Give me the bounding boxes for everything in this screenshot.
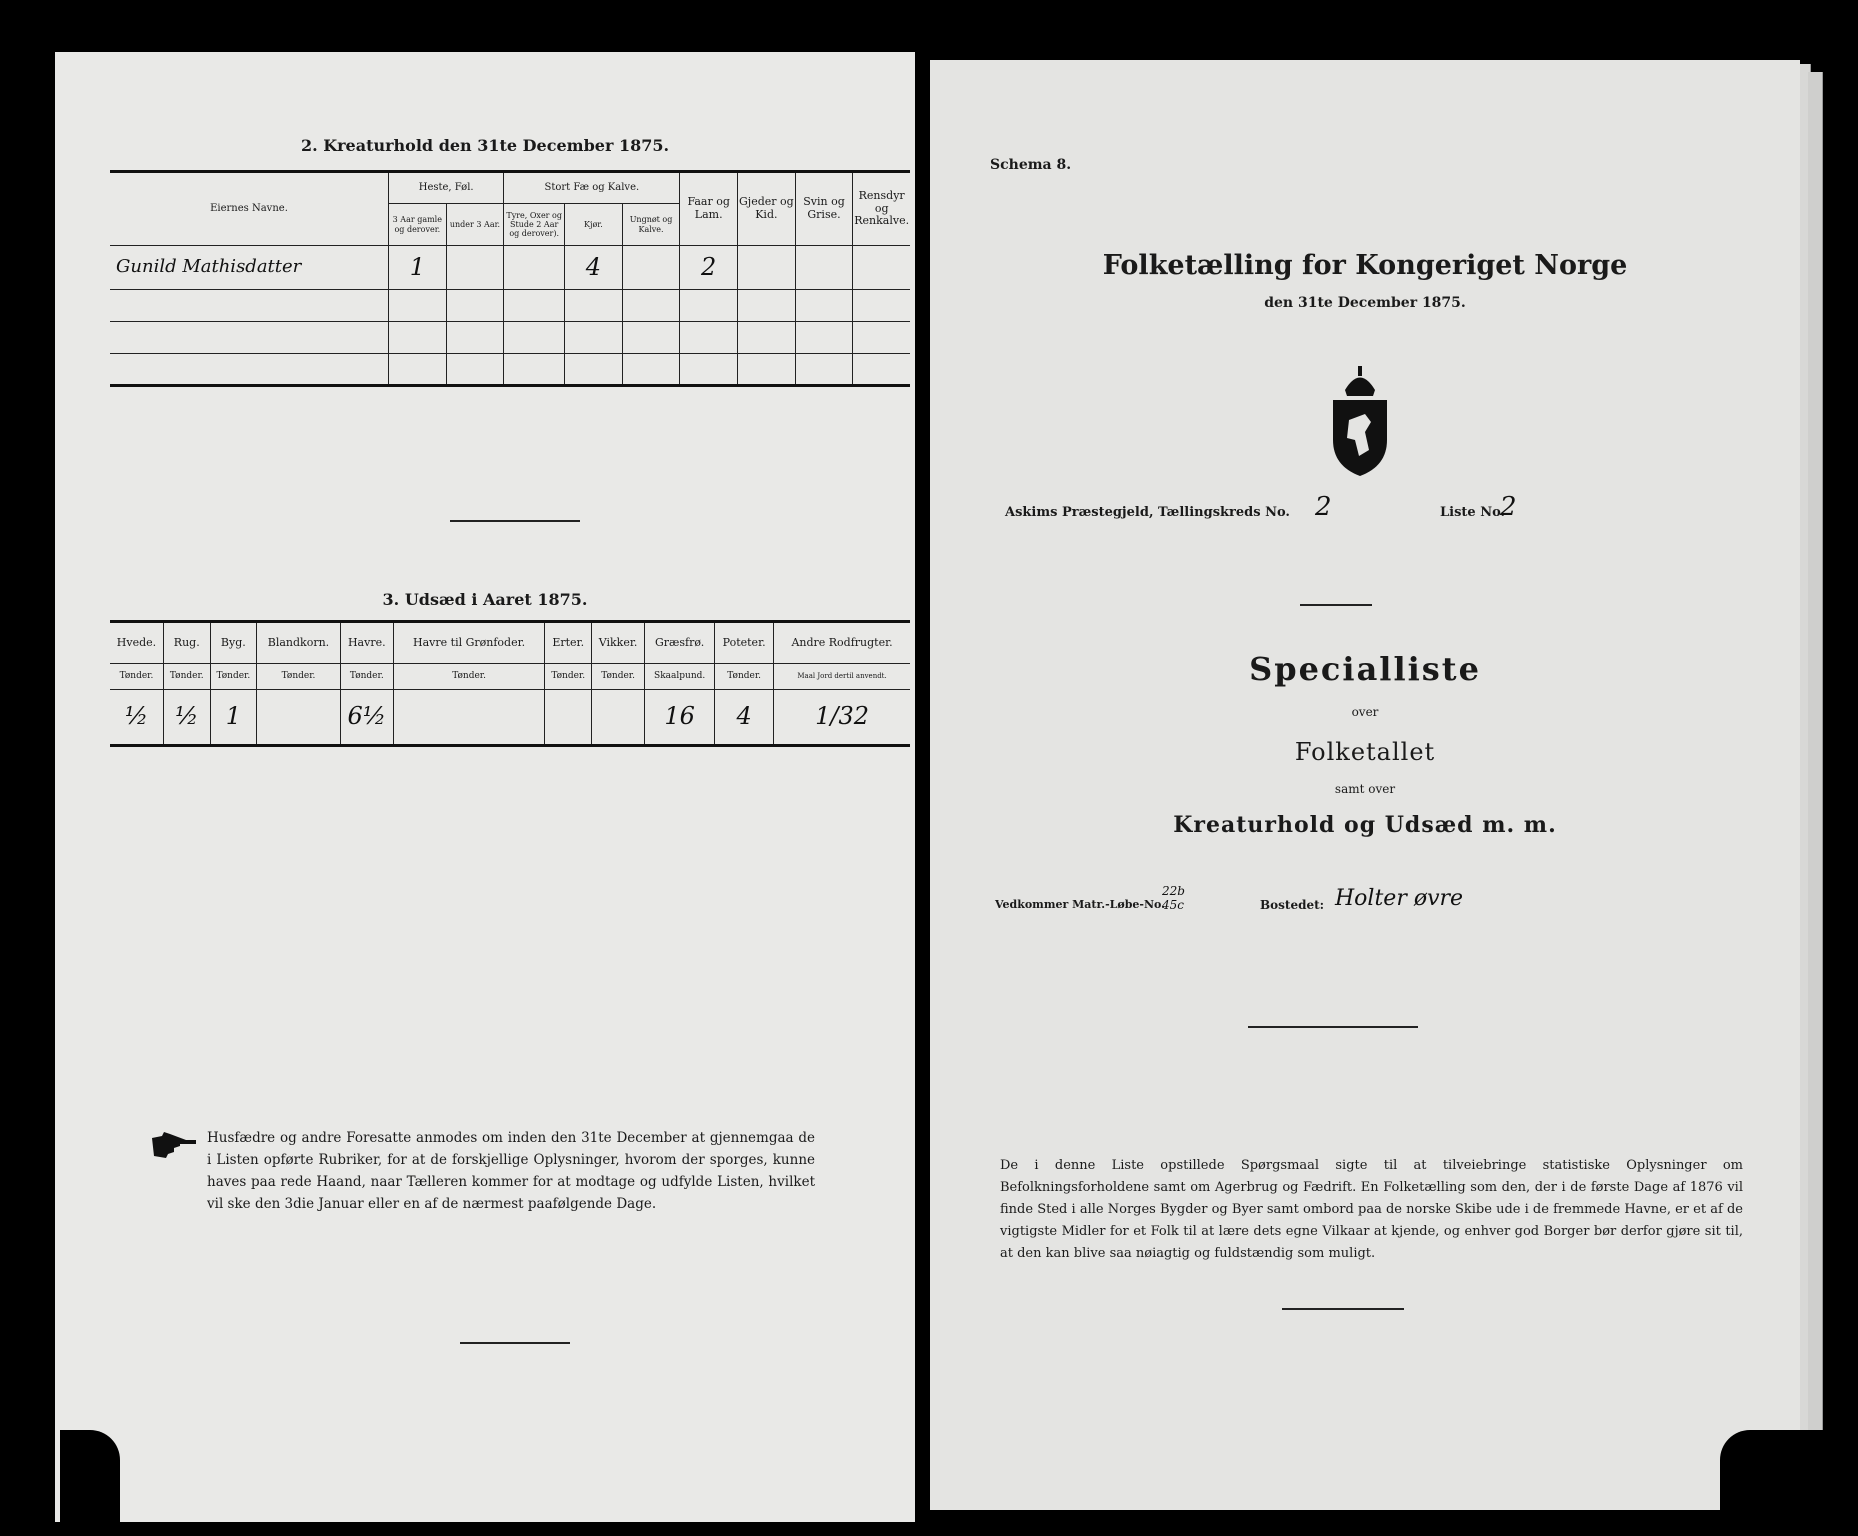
sowing-unit-5: Tønder. — [393, 664, 545, 690]
sowing-value-3 — [257, 690, 341, 746]
sowing-header-10: Andre Rodfrugter. — [774, 622, 910, 664]
sowing-unit-6: Tønder. — [545, 664, 592, 690]
horses-under3-cell — [446, 246, 504, 290]
header-horses: Heste, Føl. — [389, 172, 504, 204]
sowing-header-6: Erter. — [545, 622, 592, 664]
header-young-cattle: Ungnøt og Kalve. — [622, 204, 680, 246]
schema-label: Schema 8. — [990, 157, 1072, 173]
sowing-unit-8: Skaalpund. — [645, 664, 715, 690]
specialliste-heading: Specialliste — [1249, 650, 1481, 688]
list-number: 2 — [1500, 492, 1517, 522]
header-bulls: Tyre, Oxer og Stude 2 Aar og derover). — [504, 204, 565, 246]
footer-text: De i denne Liste opstillede Spørgsmaal sigte til at tilveiebringe statistiske Oplysninger om Befolkningsforholdene samt om Agerbrug og Fædrift. En Folketælling som den, der i de første Dage af 1876 vil finde Sted i alle Norges Bygder og Byer samt ombord paa de norske Skibe ude i de fremmede Havne, er et af de vigtigste Midler for et Folk til at lære dets egne Vilkaar at kjende, og enhver god Borger bør derfor gjøre sit til, at den kan blive saa nøiagtig og fuldstændig som muligt. — [1000, 1158, 1743, 1261]
matr-label: Vedkommer Matr.-Løbe-No. — [995, 898, 1165, 911]
sowing-unit-0: Tønder. — [110, 664, 163, 690]
header-cattle: Stort Fæ og Kalve. — [504, 172, 680, 204]
left-page — [55, 52, 915, 1522]
bostedet-label: Bostedet: — [1260, 898, 1325, 912]
samt-over-text: samt over — [1334, 782, 1396, 796]
matr-number — [1162, 884, 1185, 912]
separator-rule — [450, 520, 580, 522]
bottom-rule — [460, 1342, 570, 1344]
sowing-unit-3: Tønder. — [257, 664, 341, 690]
norway-coat-of-arms-icon — [1325, 360, 1395, 480]
young-cattle-cell — [622, 246, 680, 290]
header-cows: Kjør. — [565, 204, 623, 246]
sowing-value-5 — [393, 690, 545, 746]
sowing-value-10: 1/32 — [774, 690, 910, 746]
bostedet-value: Holter øvre — [1335, 886, 1464, 911]
sheep-cell: 2 — [680, 246, 738, 290]
sowing-value-8: 16 — [645, 690, 715, 746]
sowing-value-7 — [592, 690, 645, 746]
goats-cell — [738, 246, 796, 290]
sowing-unit-2: Tønder. — [210, 664, 257, 690]
pigs-cell — [795, 246, 853, 290]
page-stack-edge — [1808, 72, 1823, 1492]
bottom-rule — [1282, 1308, 1404, 1310]
header-sheep: Faar og Lam. — [680, 172, 738, 246]
sowing-header-8: Græsfrø. — [645, 622, 715, 664]
sowing-unit-7: Tønder. — [592, 664, 645, 690]
over-text: over — [1351, 705, 1379, 719]
sowing-table — [110, 620, 910, 747]
sowing-unit-10: Maal Jord dertil anvendt. — [774, 664, 910, 690]
sowing-value-9: 4 — [715, 690, 774, 746]
notice-text: Husfædre og andre Foresatte anmodes om inden den 31te December at gjennemgaa de i Listen opførte Rubriker, for at de forskjellige Oplysninger, hvorom der sporges, kunne haves paa rede Haand, naar Tælleren kommer for at modtage og udfylde Listen, hvilket vil ske den 3die Januar eller en af de nærmest paafølgende Dage. — [207, 1130, 815, 1212]
sowing-header-5: Havre til Grønfoder. — [393, 622, 545, 664]
owner-name-cell: Gunild Mathisdatter — [110, 246, 389, 290]
sowing-value-1: ½ — [163, 690, 210, 746]
binding-clip — [60, 1430, 120, 1536]
header-horses-3plus: 3 Aar gamle og derover. — [389, 204, 447, 246]
sowing-value-6 — [545, 690, 592, 746]
bulls-cell — [504, 246, 565, 290]
sowing-header-3: Blandkorn. — [257, 622, 341, 664]
sowing-value-0: ½ — [110, 690, 163, 746]
sowing-value-2: 1 — [210, 690, 257, 746]
sowing-header-1: Rug. — [163, 622, 210, 664]
separator-rule — [1248, 1026, 1418, 1028]
header-horses-under3: under 3 Aar. — [446, 204, 504, 246]
list-label: Liste No. — [1440, 505, 1506, 520]
sowing-header-9: Poteter. — [715, 622, 774, 664]
header-goats: Gjeder og Kid. — [738, 172, 796, 246]
sowing-unit-4: Tønder. — [340, 664, 393, 690]
census-date: den 31te December 1875. — [1264, 295, 1466, 311]
livestock-table — [110, 170, 910, 387]
section2-title: 2. Kreaturhold den 31te December 1875. — [300, 136, 670, 155]
horses-3plus-cell: 1 — [389, 246, 447, 290]
district-number: 2 — [1315, 492, 1332, 522]
census-title: Folketælling for Kongeriget Norge — [1102, 250, 1628, 281]
parish-label: Askims Præstegjeld, Tællingskreds No. — [1005, 505, 1290, 520]
cows-cell: 4 — [565, 246, 623, 290]
matr-number-bottom: 45c — [1162, 898, 1184, 912]
sowing-header-4: Havre. — [340, 622, 393, 664]
matr-number-top: 22b — [1162, 884, 1185, 898]
header-pigs: Svin og Grise. — [795, 172, 853, 246]
binding-clip — [1720, 1430, 1858, 1536]
sowing-unit-1: Tønder. — [163, 664, 210, 690]
sowing-header-7: Vikker. — [592, 622, 645, 664]
pointing-hand-icon — [150, 1130, 200, 1160]
reindeer-cell — [853, 246, 910, 290]
sowing-header-2: Byg. — [210, 622, 257, 664]
kreaturhold-heading: Kreaturhold og Udsæd m. m. — [1173, 812, 1557, 838]
separator-rule — [1300, 604, 1372, 606]
header-reindeer: Rensdyr og Renkalve. — [853, 172, 910, 246]
header-owner-name: Eiernes Navne. — [110, 172, 389, 246]
right-page — [930, 60, 1800, 1510]
sowing-unit-9: Tønder. — [715, 664, 774, 690]
section3-title: 3. Udsæd i Aaret 1875. — [382, 590, 588, 609]
folketallet-heading: Folketallet — [1294, 738, 1436, 766]
sowing-value-4: 6½ — [340, 690, 393, 746]
sowing-header-0: Hvede. — [110, 622, 163, 664]
